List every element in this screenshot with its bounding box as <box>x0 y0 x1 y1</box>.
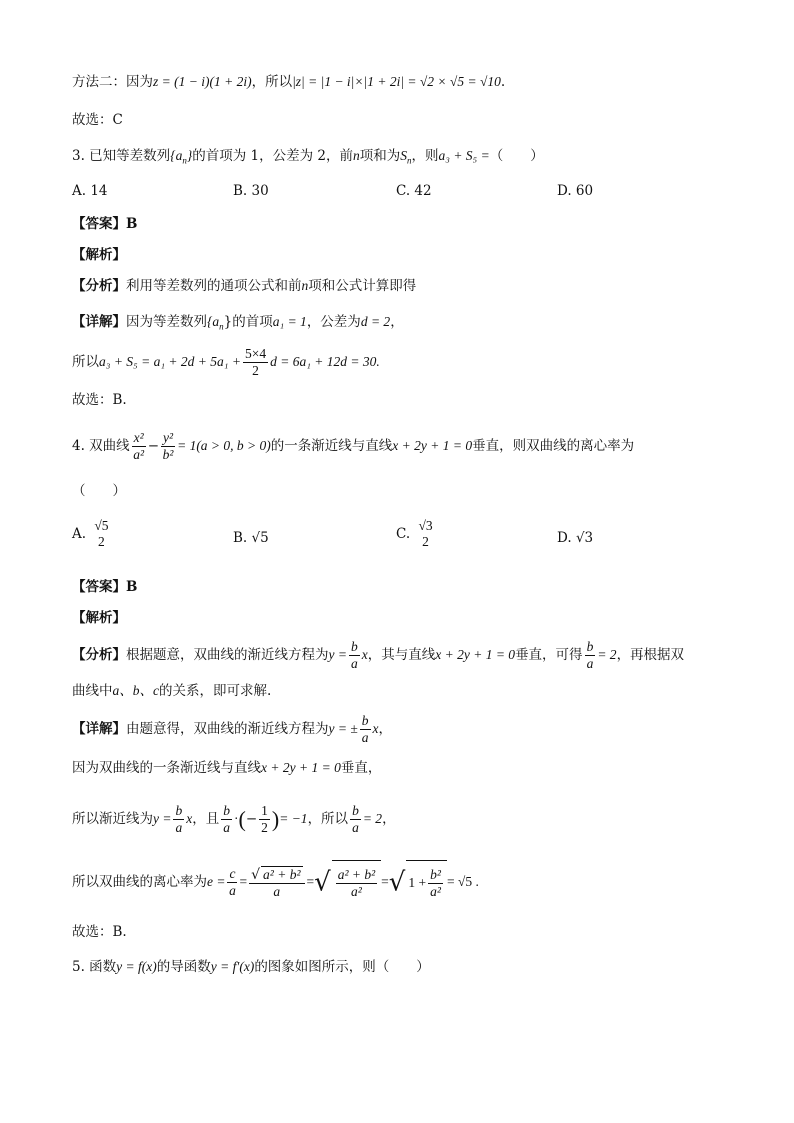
q3-calc: 所以a₃ + S₅ = a₁ + 2d + 5a₁ + $\frac{5\times 4}{2}$ d = 6a₁ + 12d = 30. <box>72 346 380 378</box>
method2-mid: ，所以 <box>251 74 293 90</box>
q3-detail: 【详解】因为等差数列$\{a_n\}$的首项a₁ = 1，公差为d = 2， <box>72 314 404 332</box>
q3-stem-d: ，则 <box>411 148 439 164</box>
method2-expr1: z = (1 − i)(1 + 2i) <box>153 74 252 89</box>
q4-conclusion: 故选：B. <box>72 924 127 940</box>
q4-analysis: 【解析】 <box>72 610 126 626</box>
q3-fenxi: 【分析】利用等差数列的通项公式和前n项和公式计算即得 <box>72 278 417 294</box>
method2-prefix: 方法二：因为 <box>72 74 153 90</box>
q4-detail: 【详解】由题意得，双曲线的渐近线方程为y = ± $\frac{b}{a}$ x， <box>72 713 393 745</box>
q3-detail-tag: 【详解】 <box>72 314 126 330</box>
q3-S: $S_n$ <box>400 148 412 166</box>
q4-stem: 4. 双曲线 $\frac{\text{x²}}{\text{a²}}$ − $\frac{\text{y²}}{\text{b²}}$ = 1(a > 0, b > 0)的一条渐近线与直线x + 2y + 1 = 0垂直，则双曲线的离心率为 <box>72 430 635 462</box>
q4-answer: 【答案】B <box>72 579 138 595</box>
q3-option-a: A. 14 <box>72 183 108 199</box>
q4-fenxi-line2: 曲线中a、b、c的关系，即可求解. <box>72 683 272 699</box>
q3-calc-fraction: $\frac{5\times 4}{2}$ <box>244 346 267 378</box>
q4-option-b: B. √5 <box>233 530 269 546</box>
q3-stem-b: 的首项为 1，公差为 2，前 <box>192 148 353 164</box>
q4-paren: （ ） <box>72 483 126 499</box>
q4-because: 因为双曲线的一条渐近线与直线x + 2y + 1 = 0垂直， <box>72 760 382 776</box>
answer-q2: 故选：C <box>72 112 123 128</box>
q3-analysis: 【解析】 <box>72 247 126 263</box>
q3-n: n <box>353 148 360 163</box>
method2-end: . <box>500 74 506 90</box>
q3-option-c: C. 42 <box>396 183 432 199</box>
q3-fenxi-tag: 【分析】 <box>72 278 126 294</box>
method2-expr2: |z| = |1 − i|×|1 + 2i| = √2 × √5 = √10 <box>292 74 501 89</box>
q3-expr: a₃ + S₅ = <box>438 148 490 163</box>
q3-stem <box>72 146 544 171</box>
q4-option-d: D. √3 <box>557 530 594 546</box>
q3-option-b: B. 30 <box>233 183 269 199</box>
q3-option-d: D. 60 <box>557 183 594 199</box>
q4-so: 所以渐近线为y = $\frac{b}{a}$ x，且 $\frac{b}{a}$ ·(− $\frac{1}{2}$ )= −1，所以 $\frac{b}{a}$ = 2， <box>72 803 396 835</box>
q4-fenxi: 【分析】根据题意，双曲线的渐近线方程为y = $\frac{b}{a}$ x，其与直线x + 2y + 1 = 0垂直，可得 $\frac{b}{a}$ = 2，再根据双 <box>72 639 685 671</box>
q3-paren: （ ） <box>489 148 544 164</box>
q3-stem-c: 项和为 <box>359 148 401 164</box>
q4-option-c: C. √3 2 <box>396 518 433 549</box>
q4-eccentricity: 所以双曲线的离心率为e = $\frac{c}{a}$ = $\frac{\text{√ a² + b²}}{a}$ =√ $\frac{\text{a² + b²}}{\text{a²}}$ =√ 1 + $\frac{\text{b²}}{\text{a²}}$ = √5 . <box>72 860 479 905</box>
method2-line <box>72 72 505 92</box>
q3-conclusion: 故选：B. <box>72 392 127 408</box>
q4-option-a: A. √5 2 <box>72 518 109 549</box>
q5-stem: 5. 函数y = f(x)的导函数y = f′(x)的图象如图所示，则（ ） <box>72 959 430 975</box>
q3-seq: $\{a_n\}$ <box>170 148 193 166</box>
q3-answer: 【答案】B <box>72 216 138 232</box>
q3-stem-a: 3. 已知等差数列 <box>72 148 171 164</box>
